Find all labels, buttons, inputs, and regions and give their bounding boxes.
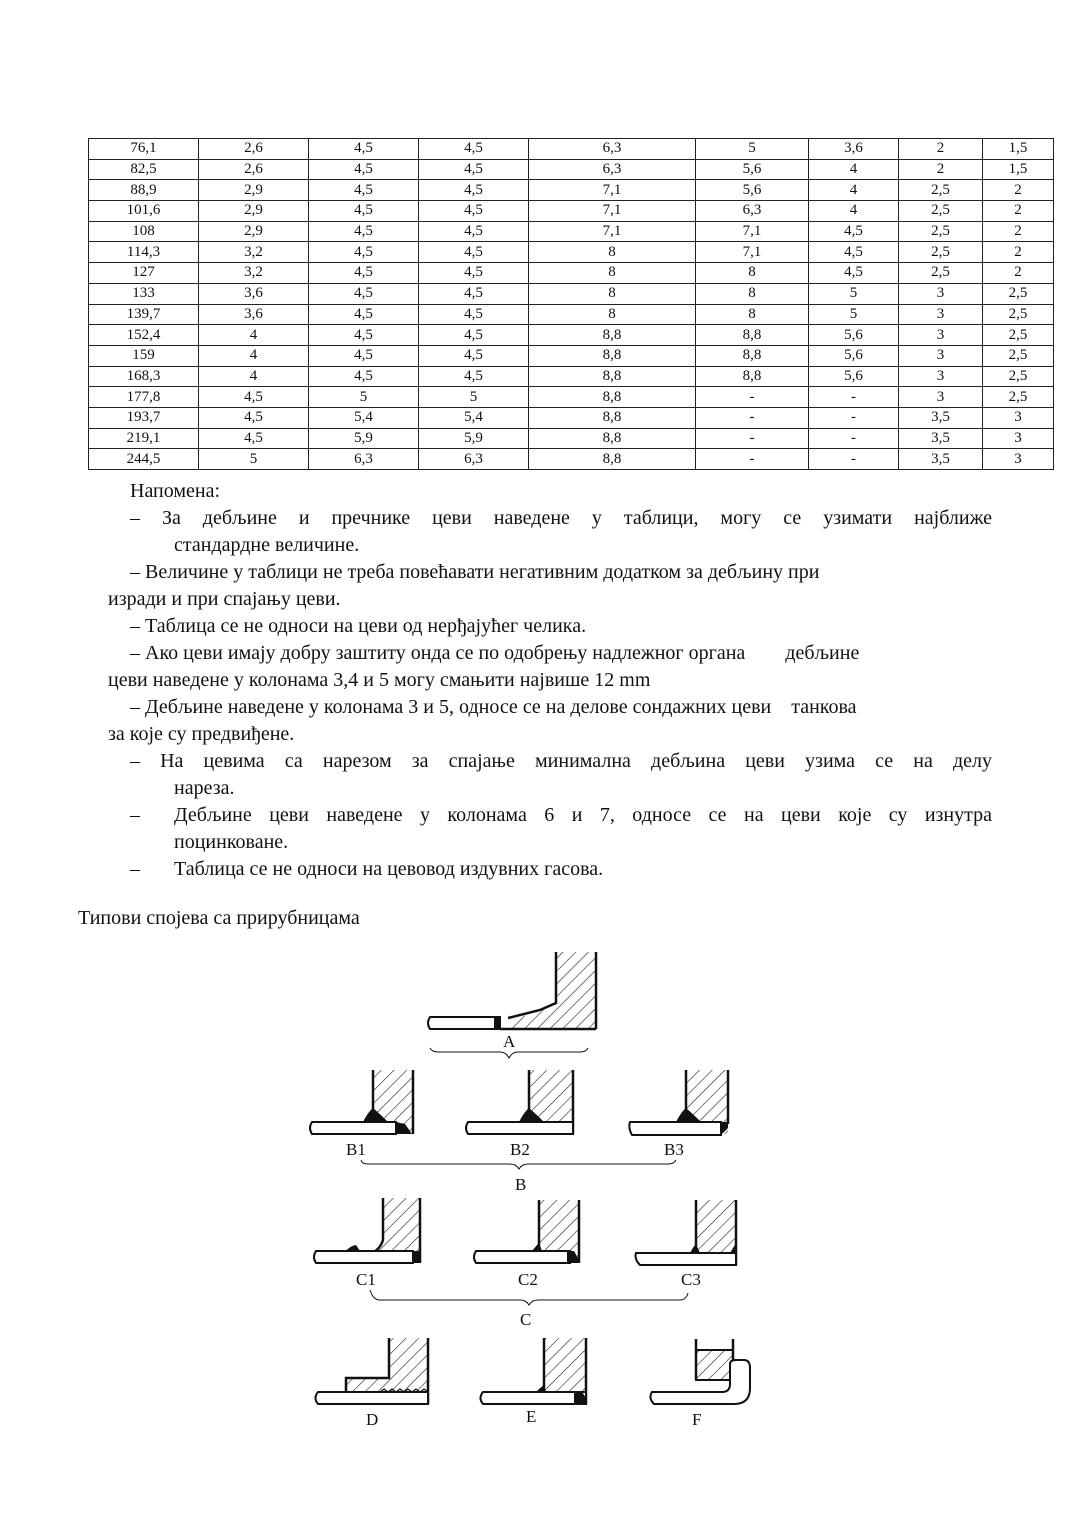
pipe-thickness-table <box>88 138 1054 470</box>
table-cell: 8,8 <box>529 428 696 449</box>
table-cell: 8,8 <box>696 366 809 387</box>
table-cell: 4 <box>199 325 309 346</box>
joint-f-figure <box>650 1339 750 1429</box>
table-cell: 8,8 <box>529 325 696 346</box>
joint-b1-figure <box>310 1070 413 1159</box>
table-cell: 4,5 <box>309 304 419 325</box>
table-cell: 5,9 <box>419 428 529 449</box>
table-cell: 2,5 <box>983 283 1054 304</box>
joint-c2-figure <box>474 1200 579 1289</box>
table-cell: 2,9 <box>199 180 309 201</box>
table-cell: 2,6 <box>199 139 309 160</box>
table-cell: 4,5 <box>309 221 419 242</box>
table-cell: 2 <box>983 201 1054 222</box>
table-cell: 159 <box>89 345 199 366</box>
table-cell: 4 <box>199 345 309 366</box>
note-3: – Таблица се не односи на цеви од нерђајућег челика. <box>130 615 587 637</box>
table-cell: 2,5 <box>983 387 1054 408</box>
label-b1: B1 <box>346 1140 366 1159</box>
table-row <box>89 242 1054 263</box>
table-cell: 3 <box>899 283 983 304</box>
table-cell: 7,1 <box>696 221 809 242</box>
table-cell: 114,3 <box>89 242 199 263</box>
table-cell: 4,5 <box>309 180 419 201</box>
table-cell: 152,4 <box>89 325 199 346</box>
table-cell: 3 <box>899 304 983 325</box>
label-c: C <box>520 1310 532 1329</box>
table-cell: 8,8 <box>529 366 696 387</box>
table-cell: - <box>696 407 809 428</box>
table-cell: 4,5 <box>419 304 529 325</box>
table-cell: 3,6 <box>199 304 309 325</box>
table-cell: 4,5 <box>419 159 529 180</box>
table-cell: 4,5 <box>199 428 309 449</box>
table-row <box>89 159 1054 180</box>
table-cell: - <box>696 428 809 449</box>
table-cell: 4,5 <box>309 325 419 346</box>
table-cell: 8,8 <box>696 345 809 366</box>
table-cell: 4 <box>809 180 899 201</box>
table-cell: 5,6 <box>809 345 899 366</box>
table-row <box>89 283 1054 304</box>
table-cell: 4,5 <box>309 201 419 222</box>
notes-section <box>108 478 992 883</box>
table-cell: 3,5 <box>899 428 983 449</box>
table-cell: 2,9 <box>199 221 309 242</box>
table-cell: 4,5 <box>309 283 419 304</box>
table-cell: 4,5 <box>199 407 309 428</box>
note-1-line-2: стандардне величине. <box>174 534 360 556</box>
table-row <box>89 263 1054 284</box>
table-cell: 7,1 <box>529 221 696 242</box>
table-cell: 2,5 <box>899 263 983 284</box>
table-cell: 1,5 <box>983 159 1054 180</box>
table-cell: - <box>696 387 809 408</box>
table-cell: 5 <box>809 283 899 304</box>
table-cell: 193,7 <box>89 407 199 428</box>
table-cell: 127 <box>89 263 199 284</box>
table-row <box>89 201 1054 222</box>
table-cell: - <box>809 407 899 428</box>
table-cell: 5 <box>809 304 899 325</box>
table-cell: - <box>809 428 899 449</box>
table-cell: 4,5 <box>309 139 419 160</box>
table-cell: 5,4 <box>419 407 529 428</box>
label-a: A <box>503 1032 516 1051</box>
table-cell: 3 <box>899 366 983 387</box>
table-row <box>89 139 1054 160</box>
table-cell: 139,7 <box>89 304 199 325</box>
table-cell: 6,3 <box>696 201 809 222</box>
table-cell: 4,5 <box>309 345 419 366</box>
table-cell: 4,5 <box>809 263 899 284</box>
table-cell: 2,5 <box>899 221 983 242</box>
table-cell: 4,5 <box>309 242 419 263</box>
note-5-line-1: – Дебљине наведене у колонама 3 и 5, односе се на делове сондажних цеви танкова <box>130 696 857 718</box>
table-cell: 8,8 <box>529 387 696 408</box>
table-cell: 177,8 <box>89 387 199 408</box>
notes-title: Напомена: <box>130 480 221 502</box>
table-cell: 5,6 <box>696 180 809 201</box>
table-cell: 2 <box>983 242 1054 263</box>
note-8-text: Таблица се не односи на цевовод издувних гасова. <box>174 858 604 880</box>
table-cell: 8 <box>529 263 696 284</box>
note-8-dash: – <box>130 858 140 880</box>
table-row <box>89 221 1054 242</box>
table-cell: 2,5 <box>983 325 1054 346</box>
table-cell: 8,8 <box>696 325 809 346</box>
table-cell: 1,5 <box>983 139 1054 160</box>
note-7-line-2: поцинковане. <box>174 831 289 853</box>
table-cell: 4,5 <box>419 180 529 201</box>
table-cell: 2,5 <box>983 304 1054 325</box>
table-cell: 4,5 <box>419 201 529 222</box>
table-cell: 4,5 <box>419 325 529 346</box>
table-cell: 219,1 <box>89 428 199 449</box>
table-cell: 4 <box>809 201 899 222</box>
table-cell: 108 <box>89 221 199 242</box>
table-cell: 4,5 <box>309 366 419 387</box>
table-cell: 6,3 <box>529 139 696 160</box>
table-cell: 8 <box>696 283 809 304</box>
table-cell: 133 <box>89 283 199 304</box>
table-row <box>89 449 1054 470</box>
joint-a-figure <box>428 952 596 1058</box>
table-cell: 6,3 <box>529 159 696 180</box>
label-b2: B2 <box>510 1140 530 1159</box>
note-4-line-1: – Ако цеви имају добру заштиту онда се по одобрењу надлежног органа дебљине <box>130 642 860 664</box>
note-8 <box>108 856 992 883</box>
table-cell: 2,5 <box>983 345 1054 366</box>
table-cell: 4,5 <box>419 283 529 304</box>
table-cell: 6,3 <box>419 449 529 470</box>
table-row <box>89 325 1054 346</box>
table-cell: 8 <box>529 283 696 304</box>
table-cell: 4,5 <box>419 345 529 366</box>
note-7-line-1: Дебљине цеви наведене у колонама 6 и 7, односе се на цеви које су изнутра <box>174 804 992 826</box>
table-cell: 4,5 <box>419 221 529 242</box>
table-row <box>89 407 1054 428</box>
table-row <box>89 366 1054 387</box>
table-cell: 3,5 <box>899 407 983 428</box>
table-cell: 3,5 <box>899 449 983 470</box>
table-cell: 7,1 <box>696 242 809 263</box>
table-cell: 4,5 <box>809 221 899 242</box>
note-4-line-2: цеви наведене у колонама 3,4 и 5 могу смањити највише 12 mm <box>108 669 651 691</box>
table-cell: 8,8 <box>529 345 696 366</box>
table-cell: 3 <box>983 407 1054 428</box>
table-cell: - <box>809 449 899 470</box>
table-cell: 5 <box>419 387 529 408</box>
note-1-line-1: – За дебљине и пречнике цеви наведене у таблици, могу се узимати најближе <box>130 507 992 529</box>
note-6-line-2: нареза. <box>174 777 235 799</box>
table-cell: 101,6 <box>89 201 199 222</box>
joint-d-figure <box>316 1338 429 1429</box>
table-cell: 76,1 <box>89 139 199 160</box>
note-7-dash: – <box>130 804 140 826</box>
table-cell: 5,6 <box>809 325 899 346</box>
joint-c3-figure <box>636 1200 737 1289</box>
label-c2: C2 <box>518 1270 538 1289</box>
joint-b2-figure <box>466 1070 573 1159</box>
table-cell: 3 <box>899 325 983 346</box>
section-title: Типови спојева са прирубницама <box>78 907 360 929</box>
table-row <box>89 180 1054 201</box>
table-row <box>89 428 1054 449</box>
table-cell: 168,3 <box>89 366 199 387</box>
table-cell: 4,5 <box>419 366 529 387</box>
note-2-line-1: – Величине у таблици не треба повећавати негативним додатком за дебљину при <box>130 561 820 583</box>
table-row <box>89 345 1054 366</box>
table-cell: 2,5 <box>983 366 1054 387</box>
table-cell: 3 <box>899 387 983 408</box>
table-cell: 3,6 <box>199 283 309 304</box>
table-cell: 2 <box>899 159 983 180</box>
label-f: F <box>692 1410 702 1429</box>
table-cell: 3 <box>983 449 1054 470</box>
table-cell: 2,5 <box>899 242 983 263</box>
label-b: B <box>515 1175 527 1194</box>
note-2-line-2: изради и при спајању цеви. <box>108 588 341 610</box>
table-cell: 8,8 <box>529 449 696 470</box>
table-cell: 4,5 <box>419 139 529 160</box>
table-cell: 3 <box>899 345 983 366</box>
table-cell: 2 <box>983 221 1054 242</box>
table-cell: 7,1 <box>529 180 696 201</box>
table-cell: 4 <box>199 366 309 387</box>
label-c3: C3 <box>681 1270 701 1289</box>
table-cell: 2 <box>899 139 983 160</box>
table-cell: 244,5 <box>89 449 199 470</box>
flange-joint-diagrams <box>0 940 1090 1440</box>
table-cell: 88,9 <box>89 180 199 201</box>
table-cell: 3,2 <box>199 242 309 263</box>
table-cell: 2,6 <box>199 159 309 180</box>
table-cell: 2,9 <box>199 201 309 222</box>
table-cell: 2 <box>983 263 1054 284</box>
table-cell: 4,5 <box>309 159 419 180</box>
label-b3: B3 <box>664 1140 684 1159</box>
table-cell: 3,2 <box>199 263 309 284</box>
note-5-line-2: за које су предвиђене. <box>108 723 295 745</box>
table-cell: - <box>809 387 899 408</box>
table-cell: 8 <box>529 304 696 325</box>
table-cell: 8,8 <box>529 407 696 428</box>
table-cell: 4 <box>809 159 899 180</box>
table-cell: 4,5 <box>199 387 309 408</box>
table-cell: 5 <box>199 449 309 470</box>
table-cell: 4,5 <box>309 263 419 284</box>
note-6-line-1: – На цевима са нарезом за спајање минимална дебљина цеви узима се на делу <box>130 750 992 772</box>
joint-e-figure <box>481 1338 587 1426</box>
table-cell: 4,5 <box>419 242 529 263</box>
joint-b3-figure <box>629 1070 728 1159</box>
table-cell: 8 <box>696 304 809 325</box>
table-row <box>89 304 1054 325</box>
table-cell: 3 <box>983 428 1054 449</box>
table-cell: 8 <box>696 263 809 284</box>
note-7 <box>108 802 992 856</box>
table-row <box>89 387 1054 408</box>
table-cell: - <box>696 449 809 470</box>
table-cell: 5,9 <box>309 428 419 449</box>
joint-c1-figure <box>314 1198 420 1289</box>
table-cell: 5,4 <box>309 407 419 428</box>
table-cell: 8 <box>529 242 696 263</box>
table-cell: 4,5 <box>419 263 529 284</box>
label-d: D <box>366 1410 379 1429</box>
table-cell: 6,3 <box>309 449 419 470</box>
table-cell: 5 <box>309 387 419 408</box>
table-cell: 82,5 <box>89 159 199 180</box>
table-cell: 5 <box>696 139 809 160</box>
table-cell: 5,6 <box>809 366 899 387</box>
table-cell: 2 <box>983 180 1054 201</box>
table-cell: 2,5 <box>899 180 983 201</box>
table-cell: 2,5 <box>899 201 983 222</box>
table-cell: 7,1 <box>529 201 696 222</box>
label-c1: C1 <box>356 1270 376 1289</box>
table-cell: 5,6 <box>696 159 809 180</box>
label-e: E <box>526 1407 537 1426</box>
table-cell: 3,6 <box>809 139 899 160</box>
table-cell: 4,5 <box>809 242 899 263</box>
